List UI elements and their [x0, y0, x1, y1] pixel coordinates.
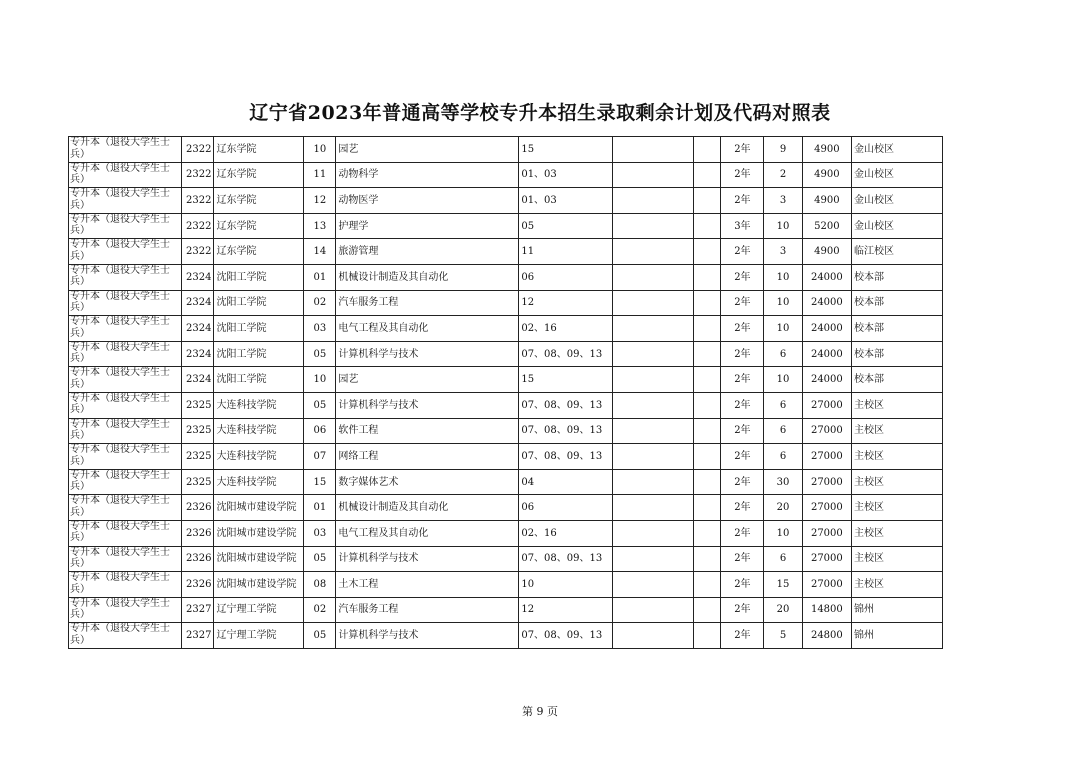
school-name-cell: 沈阳城市建设学院: [214, 572, 304, 598]
campus-cell: 校本部: [851, 264, 942, 290]
tuition-cell: 5200: [802, 213, 851, 239]
major-code-cell: 02: [304, 290, 336, 316]
school-name-cell: 辽东学院: [214, 239, 304, 265]
blank-cell: [613, 239, 693, 265]
blank-cell: [613, 623, 693, 649]
duration-cell: 2年: [721, 290, 764, 316]
tuition-cell: 24000: [802, 264, 851, 290]
category-cell: 专升本（退役大学生士兵）: [69, 239, 182, 265]
category-cell: 专升本（退役大学生士兵）: [69, 495, 182, 521]
blank-cell: [613, 341, 693, 367]
school-code-cell: 2322: [182, 239, 214, 265]
tuition-cell: 27000: [802, 520, 851, 546]
campus-cell: 校本部: [851, 341, 942, 367]
major-name-cell: 机械设计制造及其自动化: [336, 264, 519, 290]
campus-cell: 金山校区: [851, 213, 942, 239]
blank-cell: [613, 162, 693, 188]
tuition-cell: 24000: [802, 341, 851, 367]
major-name-cell: 计算机科学与技术: [336, 546, 519, 572]
category-cell: 专升本（退役大学生士兵）: [69, 444, 182, 470]
major-name-cell: 数字媒体艺术: [336, 469, 519, 495]
blank-cell: [613, 264, 693, 290]
duration-cell: 2年: [721, 188, 764, 214]
subject-code-cell: 11: [519, 239, 613, 265]
major-name-cell: 土木工程: [336, 572, 519, 598]
duration-cell: 2年: [721, 418, 764, 444]
blank-cell: [693, 162, 721, 188]
blank-cell: [693, 137, 721, 163]
major-name-cell: 计算机科学与技术: [336, 392, 519, 418]
subject-code-cell: 02、16: [519, 316, 613, 342]
blank-cell: [693, 341, 721, 367]
plan-count-cell: 15: [764, 572, 803, 598]
campus-cell: 校本部: [851, 290, 942, 316]
school-code-cell: 2324: [182, 316, 214, 342]
duration-cell: 2年: [721, 239, 764, 265]
duration-cell: 2年: [721, 495, 764, 521]
duration-cell: 2年: [721, 469, 764, 495]
blank-cell: [693, 495, 721, 521]
tuition-cell: 4900: [802, 188, 851, 214]
school-name-cell: 沈阳工学院: [214, 367, 304, 393]
blank-cell: [613, 418, 693, 444]
school-code-cell: 2322: [182, 188, 214, 214]
category-cell: 专升本（退役大学生士兵）: [69, 623, 182, 649]
plan-table: [68, 136, 943, 649]
major-code-cell: 05: [304, 623, 336, 649]
duration-cell: 2年: [721, 392, 764, 418]
subject-code-cell: 15: [519, 137, 613, 163]
school-code-cell: 2322: [182, 162, 214, 188]
campus-cell: 主校区: [851, 469, 942, 495]
blank-cell: [693, 188, 721, 214]
school-code-cell: 2326: [182, 495, 214, 521]
blank-cell: [613, 546, 693, 572]
plan-count-cell: 20: [764, 597, 803, 623]
tuition-cell: 24000: [802, 367, 851, 393]
blank-cell: [613, 392, 693, 418]
school-code-cell: 2324: [182, 341, 214, 367]
major-code-cell: 01: [304, 264, 336, 290]
school-name-cell: 沈阳工学院: [214, 341, 304, 367]
major-code-cell: 12: [304, 188, 336, 214]
major-name-cell: 动物科学: [336, 162, 519, 188]
major-code-cell: 06: [304, 418, 336, 444]
subject-code-cell: 12: [519, 597, 613, 623]
school-code-cell: 2325: [182, 418, 214, 444]
table-row: [69, 213, 943, 239]
campus-cell: 主校区: [851, 418, 942, 444]
table-row: [69, 316, 943, 342]
plan-count-cell: 6: [764, 392, 803, 418]
blank-cell: [693, 213, 721, 239]
tuition-cell: 27000: [802, 495, 851, 521]
major-code-cell: 02: [304, 597, 336, 623]
plan-count-cell: 3: [764, 239, 803, 265]
duration-cell: 2年: [721, 597, 764, 623]
table-row: [69, 290, 943, 316]
tuition-cell: 24000: [802, 316, 851, 342]
campus-cell: 主校区: [851, 444, 942, 470]
duration-cell: 2年: [721, 316, 764, 342]
blank-cell: [693, 546, 721, 572]
duration-cell: 2年: [721, 520, 764, 546]
table-row: [69, 546, 943, 572]
subject-code-cell: 06: [519, 264, 613, 290]
major-code-cell: 08: [304, 572, 336, 598]
category-cell: 专升本（退役大学生士兵）: [69, 546, 182, 572]
school-name-cell: 辽宁理工学院: [214, 597, 304, 623]
campus-cell: 校本部: [851, 367, 942, 393]
blank-cell: [613, 495, 693, 521]
school-code-cell: 2325: [182, 444, 214, 470]
school-name-cell: 沈阳工学院: [214, 290, 304, 316]
subject-code-cell: 07、08、09、13: [519, 444, 613, 470]
subject-code-cell: 02、16: [519, 520, 613, 546]
plan-count-cell: 6: [764, 341, 803, 367]
plan-count-cell: 5: [764, 623, 803, 649]
subject-code-cell: 04: [519, 469, 613, 495]
table-row: [69, 367, 943, 393]
duration-cell: 2年: [721, 444, 764, 470]
table-row: [69, 520, 943, 546]
campus-cell: 主校区: [851, 520, 942, 546]
school-code-cell: 2322: [182, 213, 214, 239]
blank-cell: [693, 469, 721, 495]
blank-cell: [613, 188, 693, 214]
subject-code-cell: 01、03: [519, 162, 613, 188]
subject-code-cell: 01、03: [519, 188, 613, 214]
category-cell: 专升本（退役大学生士兵）: [69, 520, 182, 546]
duration-cell: 2年: [721, 264, 764, 290]
plan-count-cell: 6: [764, 546, 803, 572]
blank-cell: [613, 290, 693, 316]
school-name-cell: 大连科技学院: [214, 392, 304, 418]
blank-cell: [613, 213, 693, 239]
major-code-cell: 13: [304, 213, 336, 239]
plan-count-cell: 10: [764, 367, 803, 393]
school-code-cell: 2324: [182, 264, 214, 290]
category-cell: 专升本（退役大学生士兵）: [69, 572, 182, 598]
blank-cell: [693, 239, 721, 265]
school-code-cell: 2327: [182, 597, 214, 623]
major-code-cell: 05: [304, 546, 336, 572]
category-cell: 专升本（退役大学生士兵）: [69, 290, 182, 316]
subject-code-cell: 07、08、09、13: [519, 623, 613, 649]
table-row: [69, 597, 943, 623]
subject-code-cell: 07、08、09、13: [519, 546, 613, 572]
campus-cell: 主校区: [851, 495, 942, 521]
category-cell: 专升本（退役大学生士兵）: [69, 469, 182, 495]
major-name-cell: 网络工程: [336, 444, 519, 470]
major-name-cell: 电气工程及其自动化: [336, 316, 519, 342]
major-name-cell: 园艺: [336, 367, 519, 393]
subject-code-cell: 06: [519, 495, 613, 521]
school-code-cell: 2325: [182, 469, 214, 495]
school-name-cell: 辽宁理工学院: [214, 623, 304, 649]
major-name-cell: 软件工程: [336, 418, 519, 444]
campus-cell: 校本部: [851, 316, 942, 342]
duration-cell: 3年: [721, 213, 764, 239]
campus-cell: 金山校区: [851, 188, 942, 214]
school-code-cell: 2324: [182, 290, 214, 316]
school-name-cell: 沈阳城市建设学院: [214, 495, 304, 521]
duration-cell: 2年: [721, 572, 764, 598]
major-code-cell: 05: [304, 341, 336, 367]
school-name-cell: 辽东学院: [214, 162, 304, 188]
campus-cell: 主校区: [851, 392, 942, 418]
table-row: [69, 495, 943, 521]
school-name-cell: 辽东学院: [214, 213, 304, 239]
major-code-cell: 03: [304, 316, 336, 342]
blank-cell: [613, 137, 693, 163]
category-cell: 专升本（退役大学生士兵）: [69, 597, 182, 623]
subject-code-cell: 07、08、09、13: [519, 392, 613, 418]
duration-cell: 2年: [721, 162, 764, 188]
school-name-cell: 沈阳城市建设学院: [214, 520, 304, 546]
school-code-cell: 2326: [182, 572, 214, 598]
table-row: [69, 623, 943, 649]
category-cell: 专升本（退役大学生士兵）: [69, 188, 182, 214]
plan-count-cell: 3: [764, 188, 803, 214]
tuition-cell: 24000: [802, 290, 851, 316]
plan-count-cell: 10: [764, 290, 803, 316]
blank-cell: [613, 316, 693, 342]
campus-cell: 锦州: [851, 623, 942, 649]
plan-count-cell: 20: [764, 495, 803, 521]
tuition-cell: 27000: [802, 418, 851, 444]
subject-code-cell: 05: [519, 213, 613, 239]
school-name-cell: 沈阳城市建设学院: [214, 546, 304, 572]
page-number: 第 9 页: [522, 705, 558, 718]
category-cell: 专升本（退役大学生士兵）: [69, 213, 182, 239]
major-name-cell: 计算机科学与技术: [336, 623, 519, 649]
tuition-cell: 27000: [802, 572, 851, 598]
major-name-cell: 动物医学: [336, 188, 519, 214]
school-name-cell: 沈阳工学院: [214, 316, 304, 342]
blank-cell: [613, 469, 693, 495]
school-code-cell: 2324: [182, 367, 214, 393]
subject-code-cell: 15: [519, 367, 613, 393]
major-name-cell: 园艺: [336, 137, 519, 163]
category-cell: 专升本（退役大学生士兵）: [69, 367, 182, 393]
plan-count-cell: 6: [764, 444, 803, 470]
major-name-cell: 汽车服务工程: [336, 290, 519, 316]
major-name-cell: 旅游管理: [336, 239, 519, 265]
table-row: [69, 444, 943, 470]
table-row: [69, 188, 943, 214]
tuition-cell: 24800: [802, 623, 851, 649]
plan-count-cell: 10: [764, 520, 803, 546]
blank-cell: [693, 418, 721, 444]
page-title: 辽宁省2023年普通高等学校专升本招生录取剩余计划及代码对照表: [249, 102, 831, 124]
subject-code-cell: 10: [519, 572, 613, 598]
blank-cell: [693, 316, 721, 342]
campus-cell: 主校区: [851, 546, 942, 572]
major-code-cell: 15: [304, 469, 336, 495]
plan-count-cell: 2: [764, 162, 803, 188]
major-code-cell: 10: [304, 367, 336, 393]
major-code-cell: 03: [304, 520, 336, 546]
blank-cell: [613, 597, 693, 623]
tuition-cell: 4900: [802, 137, 851, 163]
plan-count-cell: 30: [764, 469, 803, 495]
school-name-cell: 大连科技学院: [214, 469, 304, 495]
tuition-cell: 4900: [802, 239, 851, 265]
blank-cell: [613, 520, 693, 546]
school-code-cell: 2326: [182, 546, 214, 572]
major-name-cell: 电气工程及其自动化: [336, 520, 519, 546]
category-cell: 专升本（退役大学生士兵）: [69, 316, 182, 342]
table-row: [69, 162, 943, 188]
campus-cell: 锦州: [851, 597, 942, 623]
blank-cell: [613, 444, 693, 470]
category-cell: 专升本（退役大学生士兵）: [69, 137, 182, 163]
blank-cell: [693, 520, 721, 546]
major-code-cell: 10: [304, 137, 336, 163]
tuition-cell: 27000: [802, 469, 851, 495]
subject-code-cell: 07、08、09、13: [519, 418, 613, 444]
table-row: [69, 392, 943, 418]
plan-count-cell: 10: [764, 264, 803, 290]
subject-code-cell: 07、08、09、13: [519, 341, 613, 367]
campus-cell: 金山校区: [851, 137, 942, 163]
table-row: [69, 264, 943, 290]
category-cell: 专升本（退役大学生士兵）: [69, 341, 182, 367]
category-cell: 专升本（退役大学生士兵）: [69, 418, 182, 444]
major-name-cell: 计算机科学与技术: [336, 341, 519, 367]
school-code-cell: 2327: [182, 623, 214, 649]
category-cell: 专升本（退役大学生士兵）: [69, 162, 182, 188]
school-name-cell: 大连科技学院: [214, 444, 304, 470]
plan-count-cell: 10: [764, 316, 803, 342]
duration-cell: 2年: [721, 623, 764, 649]
major-code-cell: 14: [304, 239, 336, 265]
school-code-cell: 2326: [182, 520, 214, 546]
blank-cell: [693, 290, 721, 316]
blank-cell: [693, 367, 721, 393]
major-name-cell: 机械设计制造及其自动化: [336, 495, 519, 521]
school-name-cell: 大连科技学院: [214, 418, 304, 444]
school-code-cell: 2325: [182, 392, 214, 418]
category-cell: 专升本（退役大学生士兵）: [69, 264, 182, 290]
campus-cell: 主校区: [851, 572, 942, 598]
blank-cell: [613, 572, 693, 598]
school-name-cell: 辽东学院: [214, 188, 304, 214]
school-name-cell: 沈阳工学院: [214, 264, 304, 290]
plan-count-cell: 10: [764, 213, 803, 239]
duration-cell: 2年: [721, 546, 764, 572]
category-cell: 专升本（退役大学生士兵）: [69, 392, 182, 418]
duration-cell: 2年: [721, 137, 764, 163]
blank-cell: [693, 444, 721, 470]
blank-cell: [693, 572, 721, 598]
campus-cell: 金山校区: [851, 162, 942, 188]
blank-cell: [693, 597, 721, 623]
major-name-cell: 护理学: [336, 213, 519, 239]
tuition-cell: 27000: [802, 444, 851, 470]
blank-cell: [693, 392, 721, 418]
major-code-cell: 01: [304, 495, 336, 521]
campus-cell: 临江校区: [851, 239, 942, 265]
duration-cell: 2年: [721, 367, 764, 393]
major-name-cell: 汽车服务工程: [336, 597, 519, 623]
table-row: [69, 137, 943, 163]
table-row: [69, 572, 943, 598]
school-code-cell: 2322: [182, 137, 214, 163]
duration-cell: 2年: [721, 341, 764, 367]
major-code-cell: 05: [304, 392, 336, 418]
blank-cell: [693, 623, 721, 649]
table-row: [69, 341, 943, 367]
plan-count-cell: 9: [764, 137, 803, 163]
subject-code-cell: 12: [519, 290, 613, 316]
tuition-cell: 27000: [802, 546, 851, 572]
tuition-cell: 27000: [802, 392, 851, 418]
blank-cell: [693, 264, 721, 290]
school-name-cell: 辽东学院: [214, 137, 304, 163]
plan-count-cell: 6: [764, 418, 803, 444]
blank-cell: [613, 367, 693, 393]
tuition-cell: 14800: [802, 597, 851, 623]
tuition-cell: 4900: [802, 162, 851, 188]
table-row: [69, 469, 943, 495]
major-code-cell: 11: [304, 162, 336, 188]
table-row: [69, 239, 943, 265]
major-code-cell: 07: [304, 444, 336, 470]
table-row: [69, 418, 943, 444]
